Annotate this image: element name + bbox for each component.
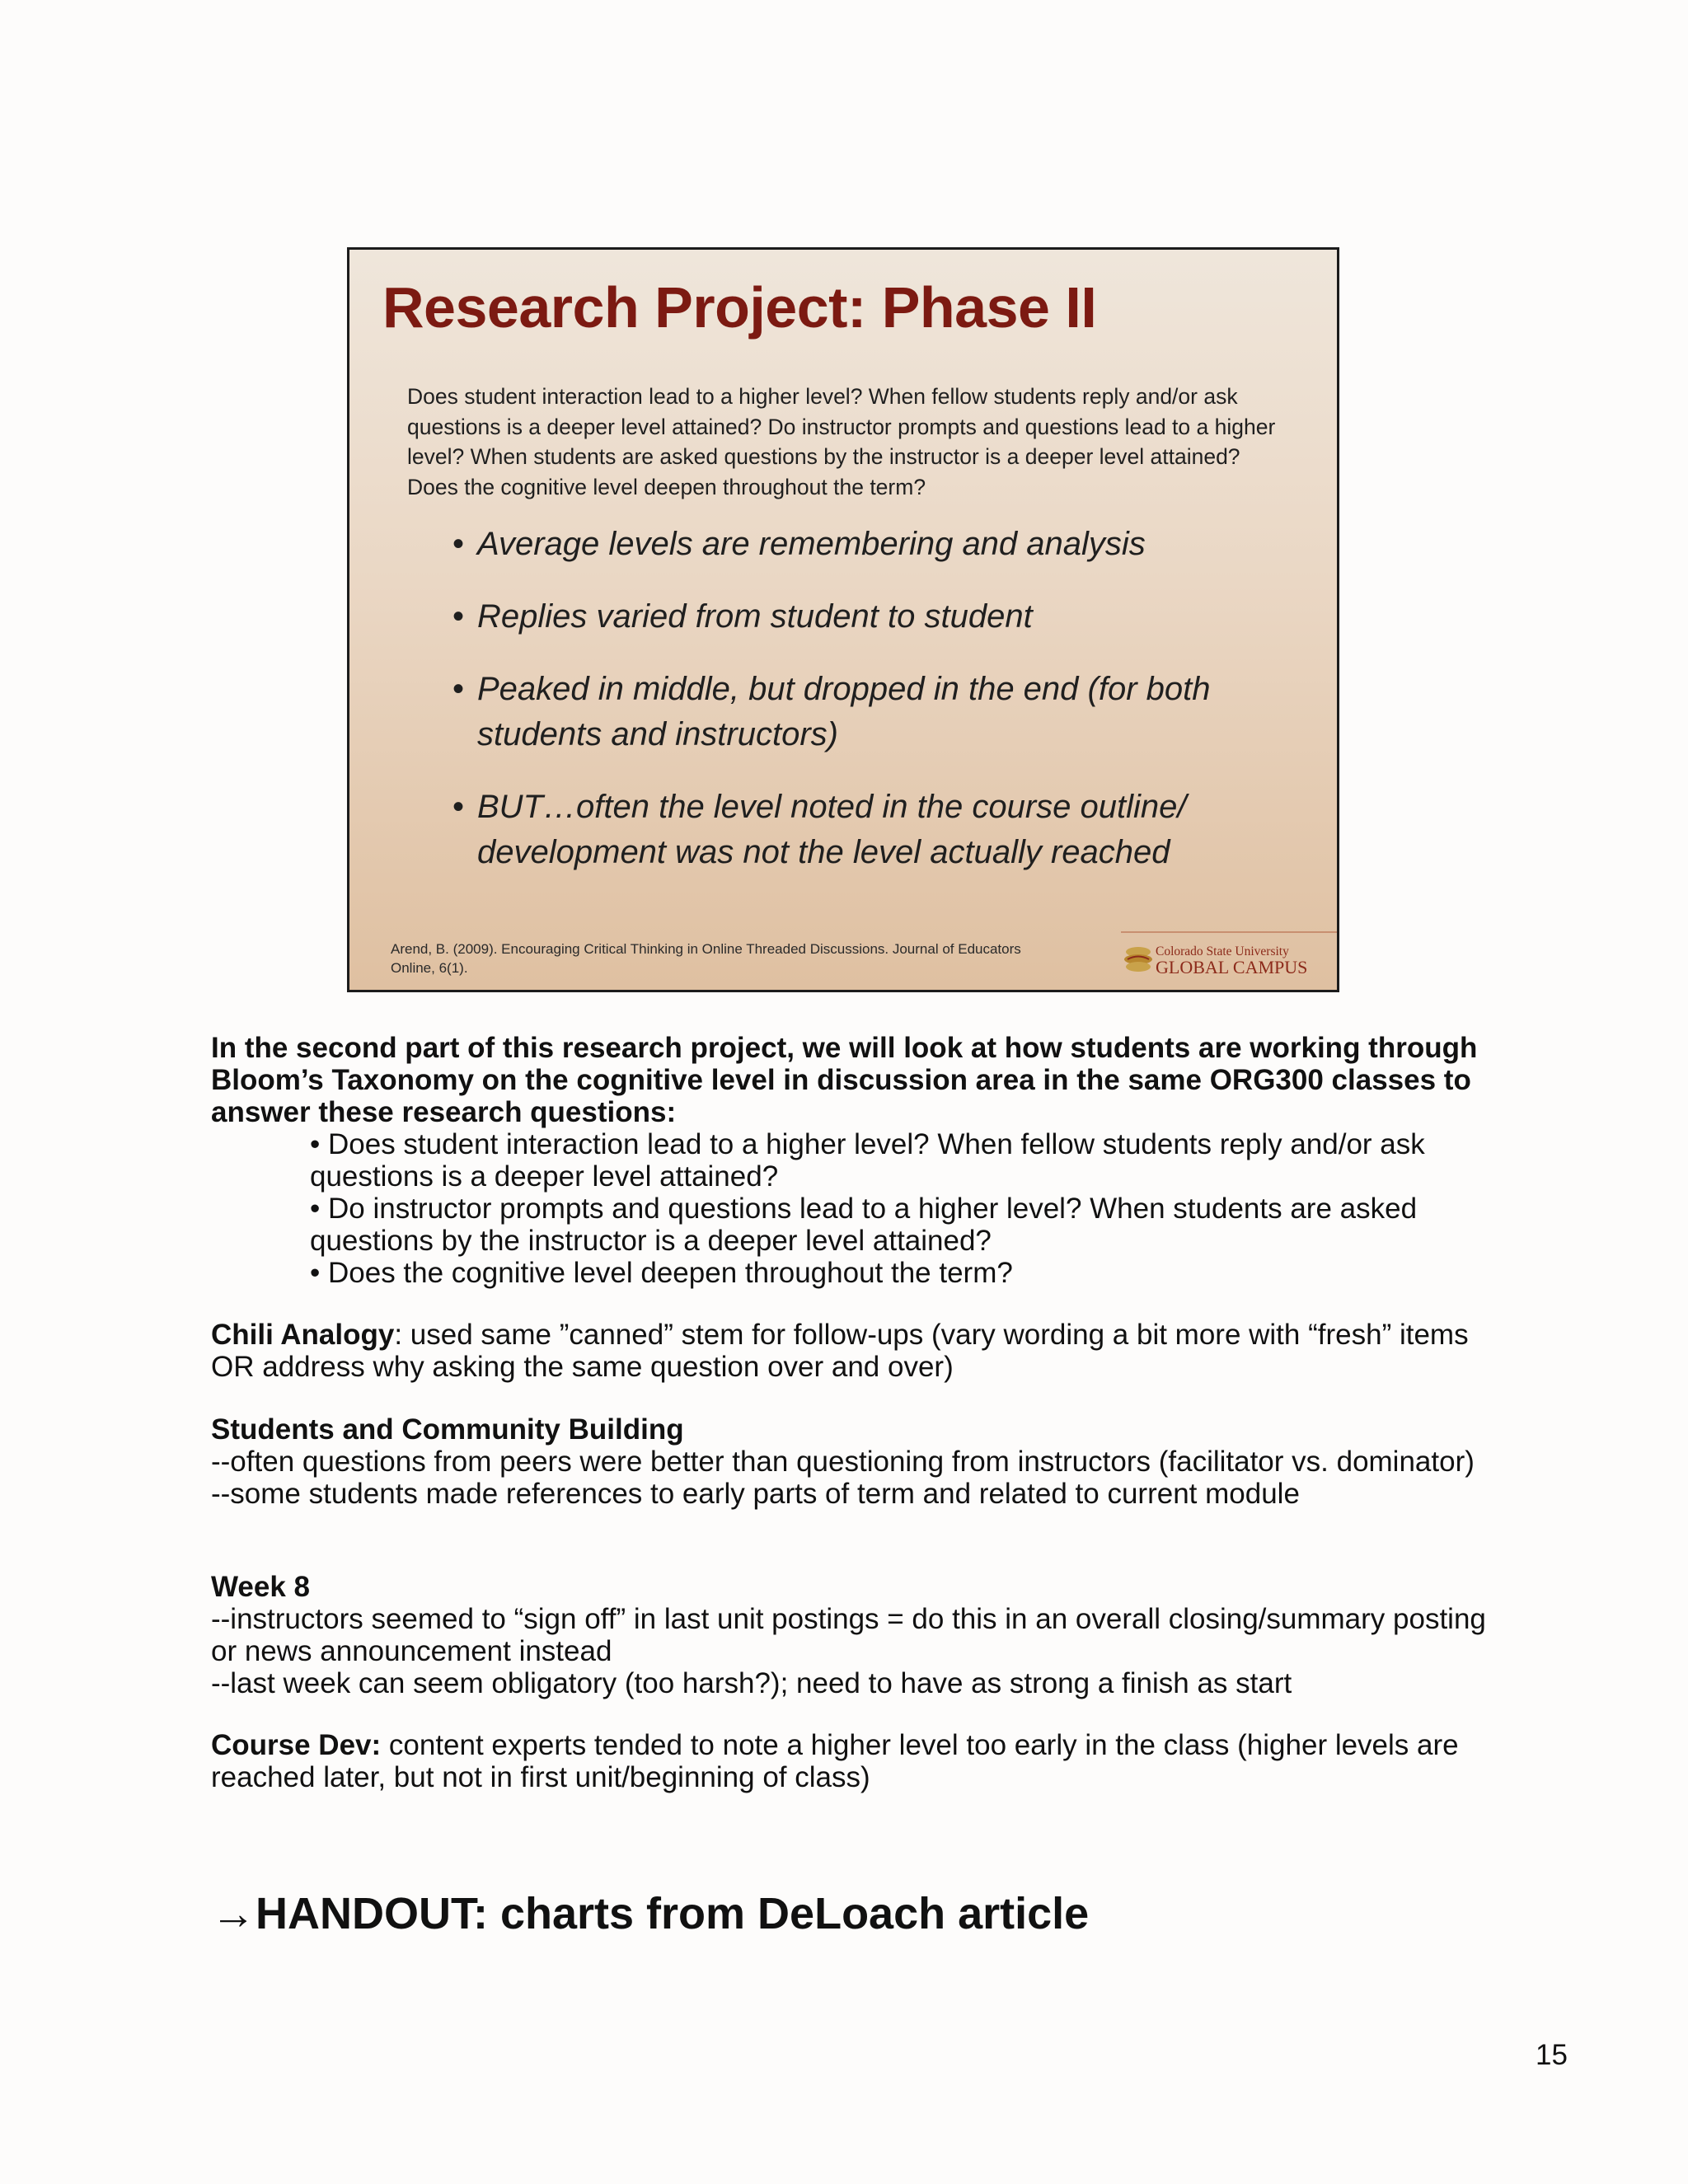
course-dev-label: Course Dev: xyxy=(211,1729,382,1761)
arrow-right-icon: → xyxy=(211,1889,256,1938)
logo-campus-name: GLOBAL CAMPUS xyxy=(1156,957,1308,977)
community-building-heading: Students and Community Building xyxy=(211,1413,684,1446)
bullet-icon: • xyxy=(452,671,465,707)
chili-analogy-paragraph xyxy=(211,1319,1505,1383)
bullet-icon: • xyxy=(452,789,465,825)
slide-image xyxy=(347,247,1339,992)
course-dev-paragraph xyxy=(211,1729,1505,1793)
handout-heading xyxy=(211,1887,1089,1940)
community-building-section xyxy=(211,1413,1505,1510)
slide-bullet-list xyxy=(452,522,1293,902)
research-question: • Does the cognitive level deepen throughout the term? xyxy=(310,1257,1013,1289)
page-number: 15 xyxy=(1536,2039,1568,2071)
logo-emblem-icon xyxy=(1123,945,1154,973)
university-logo xyxy=(1123,942,1320,978)
research-question: • Does student interaction lead to a higher level? When fellow students reply and/or ask questions is a deeper level attained? xyxy=(310,1128,1425,1193)
week8-line: --instructors seemed to “sign off” in last unit postings = do this in an overall closing/summary posting or news announcement instead xyxy=(211,1603,1486,1667)
bullet-icon: • xyxy=(310,1257,321,1289)
week8-section xyxy=(211,1571,1505,1699)
chili-analogy-label: Chili Analogy xyxy=(211,1319,395,1351)
logo-university-name: Colorado State University xyxy=(1156,944,1289,958)
research-questions-list xyxy=(310,1128,1505,1289)
chili-analogy-text: : used same ”canned” stem for follow-ups (vary wording a bit more with “fresh” items OR address why asking the same question over and over) xyxy=(211,1319,1469,1383)
slide-footer-divider xyxy=(1121,931,1339,933)
slide-title: Research Project: Phase II xyxy=(382,275,1097,340)
week8-line: --last week can seem obligatory (too harsh?); need to have as strong a finish as start xyxy=(211,1667,1292,1699)
bullet-icon: • xyxy=(310,1193,321,1225)
slide-intro-text: Does student interaction lead to a higher level? When fellow students reply and/or ask questions is a deeper level attained? Do instructor prompts and questions lead to a higher level? When students are asked questions by the instructor is a deeper level attained? Does the cognitive level deepen throughout the term? xyxy=(407,384,1276,499)
community-building-line: --some students made references to early parts of term and related to current module xyxy=(211,1478,1300,1510)
slide-citation: Arend, B. (2009). Encouraging Critical Thinking in Online Threaded Discussions. Journal of Educators Online, 6(1). xyxy=(391,941,1021,976)
bullet-icon: • xyxy=(310,1128,321,1160)
bullet-icon: • xyxy=(452,598,465,635)
slide-bullet: • Replies varied from student to student xyxy=(452,594,1293,640)
slide-bullet: • Average levels are remembering and analysis xyxy=(452,522,1293,567)
notes-intro: In the second part of this research project, we will look at how students are working through Bloom’s Taxonomy on the cognitive level in discussion area in the same ORG300 classes to answer these research questions: xyxy=(211,1032,1478,1128)
research-question: • Do instructor prompts and questions lead to a higher level? When students are asked questions by the instructor is a deeper level attained? xyxy=(310,1193,1418,1257)
course-dev-section xyxy=(211,1729,1505,1793)
course-dev-text: content experts tended to note a higher level too early in the class (higher levels are reached later, but not in first unit/beginning of class) xyxy=(211,1729,1459,1793)
community-building-line: --often questions from peers were better than questioning from instructors (facilitator vs. dominator) xyxy=(211,1446,1475,1478)
slide-bullet: • Peaked in middle, but dropped in the end (for both students and instructors) xyxy=(452,667,1293,757)
handout-text: HANDOUT: charts from DeLoach article xyxy=(256,1889,1090,1938)
bullet-icon: • xyxy=(452,526,465,562)
slide-bullet: • BUT…often the level noted in the course outline/ development was not the level actually reached xyxy=(452,785,1293,875)
chili-analogy-section xyxy=(211,1319,1505,1383)
week8-heading: Week 8 xyxy=(211,1571,310,1603)
